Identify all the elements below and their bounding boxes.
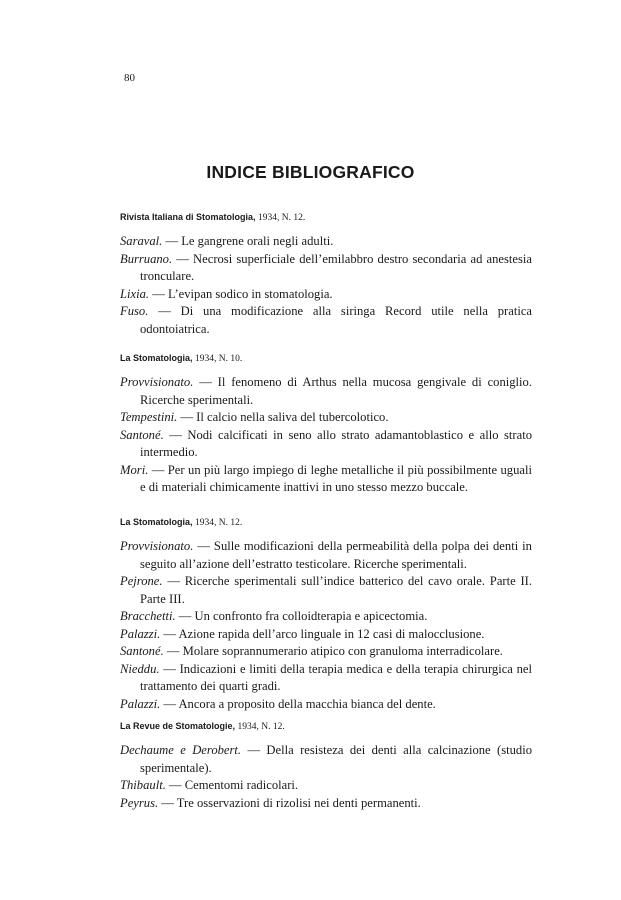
bibliography-entry [120,233,532,251]
entry-text: — Le gangrene orali negli adulti. [165,234,334,248]
entry-author: Provvisionato. [120,375,194,389]
entry-text: — Il fenomeno di Arthus nella mucosa gengivale di coniglio. Ricerche sperimentali. [140,375,532,407]
bibliography-entry [120,742,532,777]
journal-name: La Revue de Stomatologie, [120,721,236,731]
journal-issue: 1934, N. 12. [237,722,285,732]
bibliography-entry [120,374,532,409]
bibliography-entry [120,626,532,644]
entry-author: Burruano. [120,251,173,266]
journal-name: La Stomatologia, [120,517,193,527]
entry-text: — Della resisteza dei denti alla calcinazione (studio sperimentale). [140,743,532,775]
journal-issue: 1934, N. 10. [195,354,243,364]
entry-author: Thibault. [120,778,166,792]
entry-author: Santoné. [120,427,164,442]
entry-text: — Indicazioni e limiti della terapia medica e della terapia chirurgica nel trattamento dei quarti gradi. [140,661,532,693]
entry-author: Nieddu. [120,661,160,676]
bibliography-entry [120,795,532,813]
entry-text: — Nodi calcificati in seno allo strato adamantoblastico e allo strato intermedio. [140,427,532,459]
entry-text: — Ancora a proposito della macchia bianca del dente. [163,696,436,711]
bibliography-section [120,515,532,713]
entry-author: Fuso. [120,304,149,318]
entry-author: Palazzi. [120,696,161,711]
journal-issue: 1934, N. 12. [258,213,306,223]
entry-text: — Necrosi superficiale dell’emilabbro destro secondaria ad anestesia tronculare. [140,251,532,283]
entry-text: — Sulle modificazioni della permeabilità della polpa dei denti in seguito all’azione dell’estratto testicolare. Ricerche sperimentali. [140,539,532,571]
bibliography-entry [120,303,532,338]
journal-source [120,515,532,530]
bibliography-section [120,719,532,812]
bibliography-entry [120,573,532,608]
entry-author: Mori. [120,462,149,477]
entry-author: Bracchetti. [120,609,176,623]
bibliography-entry [120,696,532,714]
entry-text: — Azione rapida dell’arco linguale in 12 casi di malocclusione. [163,626,485,641]
entry-text: — Tre osservazioni di rizolisi nei denti permanenti. [161,795,421,810]
entry-author: Pejrone. [120,574,163,588]
bibliography-entry [120,251,532,286]
entry-text: — Molare soprannumerario atipico con granuloma interradicolare. [166,644,503,658]
entry-text: — Cementomi radicolari. [169,778,299,792]
entry-author: Santoné. [120,644,164,658]
page-title: INDICE BIBLIOGRAFICO [206,162,415,182]
bibliography-entry [120,538,532,573]
journal-source [120,351,532,366]
entry-author: Dechaume e Derobert. [120,743,242,757]
entry-author: Lixia. [120,286,150,301]
entry-text: — L’evipan sodico in stomatologia. [152,286,333,301]
bibliography-entry [120,462,532,497]
journal-name: La Stomatologia, [120,353,193,363]
journal-source [120,210,532,225]
journal-issue: 1934, N. 12. [195,518,243,528]
bibliography-entry [120,608,532,626]
page-number: 80 [124,72,135,84]
entry-text: — Di una modificazione alla siringa Record utile nella pratica odontoiatrica. [140,304,532,336]
entry-author: Peyrus. [120,795,159,810]
entry-text: — Il calcio nella saliva del tubercolotico. [180,410,389,424]
bibliography-section [120,351,532,497]
entry-author: Provvisionato. [120,539,194,553]
entry-text: — Per un più largo impiego di leghe metalliche il più possibilmente uguali e di materiali chimicamente inattivi in uno stesso mezzo buccale. [140,462,532,494]
entry-author: Saraval. [120,234,163,248]
bibliography-entry [120,661,532,696]
bibliography-entry [120,409,532,427]
entry-author: Tempestini. [120,410,178,424]
entry-text: — Un confronto fra colloidterapia e apicectomia. [178,609,428,623]
entry-author: Palazzi. [120,626,161,641]
entry-text: — Ricerche sperimentali sull’indice batterico del cavo orale. Parte II. Parte III. [140,574,532,606]
bibliography-entry [120,286,532,304]
bibliography-entry [120,427,532,462]
journal-source [120,719,532,734]
journal-name: Rivista Italiana di Stomatologia, [120,212,256,222]
bibliography-entry [120,643,532,661]
bibliography-entry [120,777,532,795]
bibliography-section [120,210,532,338]
